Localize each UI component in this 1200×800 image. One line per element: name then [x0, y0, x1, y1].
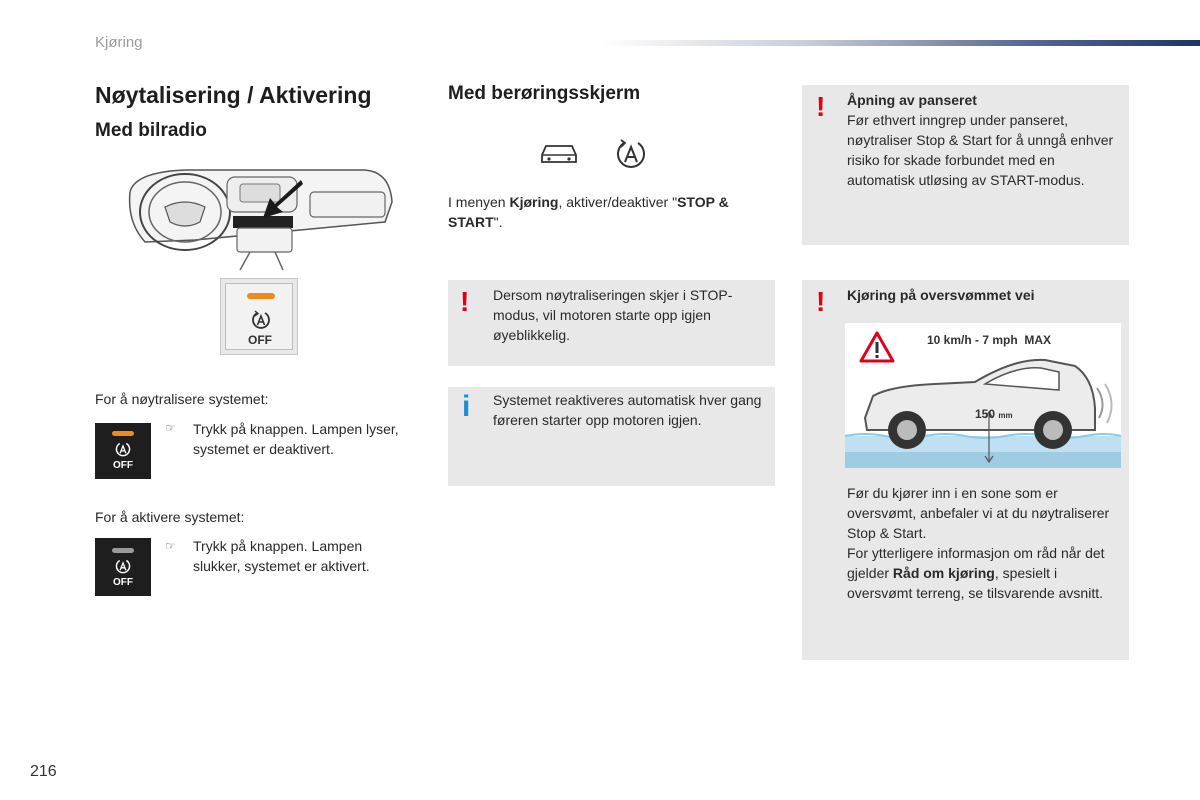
driving-car-icon	[538, 141, 580, 167]
header-bar	[600, 40, 1200, 46]
speed-limit-label: 10 km/h - 7 mph MAX	[927, 333, 1052, 347]
subtitle-radio: Med bilradio	[95, 120, 207, 141]
flood-title: Kjøring på oversvømmet vei	[847, 287, 1035, 303]
off-label: OFF	[113, 577, 133, 588]
lamp-indicator	[247, 293, 275, 299]
activate-step: Trykk på knappen. Lampen slukker, systemet er aktivert.	[193, 538, 370, 574]
info-icon: i	[462, 390, 471, 423]
warning-icon: !	[816, 91, 826, 122]
warning-panel-bonnet	[802, 85, 1129, 245]
stop-start-a-icon	[114, 441, 132, 459]
section-label: Kjøring	[95, 34, 143, 51]
page-title: Nøytalisering / Aktivering	[95, 82, 372, 108]
stop-start-button-lit	[95, 423, 151, 479]
bonnet-text: Før ethvert inngrep under panseret, nøytraliser Stop & Start for å unngå enhver risiko for skade forbundet med en automatisk utløsing av START-modus.	[847, 112, 1114, 188]
hand-pointer-icon: ☞	[165, 421, 176, 435]
lamp-off-indicator	[112, 548, 134, 553]
warning-panel-stop-mode	[448, 280, 775, 366]
flood-reference: For ytterligere informasjon om råd når det gjelder Råd om kjøring, spesielt i oversvømt terreng, se tilsvarende avsnitt.	[847, 545, 1105, 601]
menu-instruction: I menyen Kjøring, aktiver/deaktiver "STOP & START".	[448, 194, 729, 230]
warning-panel-flood	[802, 280, 1129, 660]
dashboard-illustration	[125, 162, 395, 274]
hand-pointer-icon: ☞	[165, 539, 176, 553]
info-panel-reactivation	[448, 387, 775, 486]
info-text: Systemet reaktiveres automatisk hver gang føreren starter opp motoren igjen.	[493, 392, 762, 428]
water-depth-label: 150 mm	[975, 407, 1013, 421]
stop-start-a-icon	[114, 558, 132, 576]
off-label: OFF	[113, 460, 133, 471]
stop-start-a-icon	[614, 138, 648, 172]
subtitle-touchscreen: Med berøringsskjerm	[448, 83, 641, 104]
warning-text: Dersom nøytraliseringen skjer i STOP-modus, vil motoren starte opp igjen øyeblikkelig.	[493, 287, 733, 343]
stop-start-button-unlit	[95, 538, 151, 596]
neutralize-step: Trykk på knappen. Lampen lyser, systemet er deaktivert.	[193, 421, 399, 457]
off-label: OFF	[248, 333, 272, 347]
flood-illustration	[845, 323, 1121, 468]
page-number: 216	[30, 763, 57, 780]
neutralize-intro: For å nøytralisere systemet:	[95, 391, 269, 407]
stop-start-button-large	[220, 278, 298, 355]
stop-start-a-icon	[251, 310, 271, 332]
warning-icon: !	[460, 286, 470, 317]
flood-advice: Før du kjører inn i en sone som er oversvømt, anbefaler vi at du nøytraliserer Stop & Start.	[847, 485, 1110, 541]
warning-icon: !	[816, 286, 826, 317]
lamp-on-indicator	[112, 431, 134, 436]
bonnet-title: Åpning av panseret	[847, 92, 977, 108]
activate-intro: For å aktivere systemet:	[95, 509, 245, 525]
